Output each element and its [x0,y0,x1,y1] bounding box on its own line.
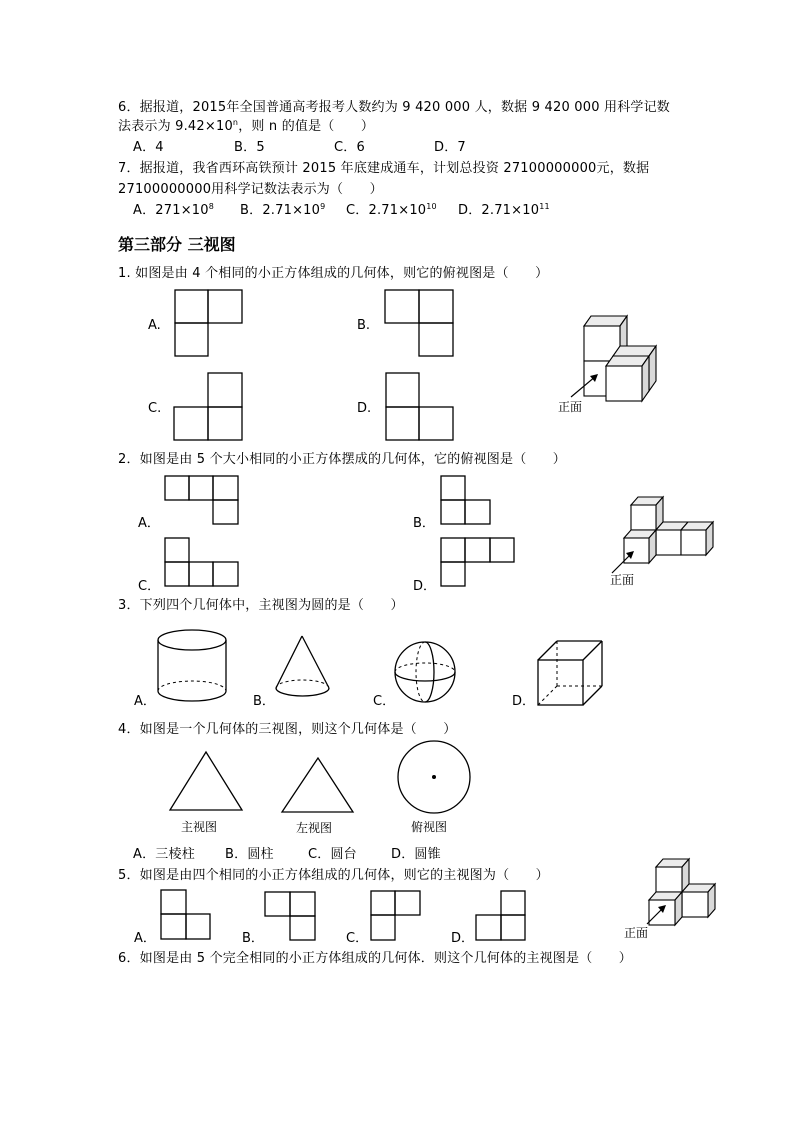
q7-line1: 7．据报道，我省西环高铁预计 2015 年底建成通车，计划总投资 27100000000元，数据 [118,161,650,176]
p4-option-d: D．圆锥 [391,847,441,862]
p2-front-label: 正面 [610,573,635,587]
p1-label-c: C. [148,401,162,416]
p2-question: 2．如图是由 5 个大小相同的小正方体摆成的几何体，它的俯视图是（ ） [118,452,567,467]
q7-line2: 27100000000用科学记数法表示为（ ） [118,182,383,197]
p6-question: 6．如图是由 5 个完全相同的小正方体组成的几何体．则这个几何体的主视图是（ ） [118,951,633,966]
p5-question: 5．如图是由四个相同的小正方体组成的几何体，则它的主视图为（ ） [118,868,549,883]
p5-label-c: C． [346,931,369,946]
p2-label-b: B． [413,516,435,531]
q7-option-a: A．$271\times 10^8$ [133,202,215,218]
p4-option-b: B．圆柱 [225,847,274,862]
p4-question: 4．如图是一个几何体的三视图，则这个几何体是（ ） [118,722,457,737]
p2-label-a: A． [138,516,160,531]
p4-option-a: A．三棱柱 [133,847,195,862]
section-title: 第三部分 三视图 [118,235,236,254]
p5-label-b: B． [242,931,264,946]
p2-label-c: C． [138,579,161,594]
q7-option-c: C．$2.71\times 10^{10}$ [346,202,437,218]
p5-front-label: 正面 [624,926,649,940]
p4-option-c: C．圆台 [308,847,357,862]
p1-front-label: 正面 [558,400,583,414]
q7-option-b: B．$2.71\times 10^9$ [240,202,326,218]
q6-option-c: C．6 [334,140,365,155]
q6-line2-exp: n [232,118,239,127]
q6-line1: 6．据报道，2015年全国普通高考报考人数约为 9 420 000 人，数据 9 420 000 用科学记数 [118,100,671,115]
p3-question: 3．下列四个几何体中，主视图为圆的是（ ） [118,598,404,613]
q6-option-a: A．4 [133,140,164,155]
p1-label-d: D. [357,401,372,416]
q6-line2-post: ，则 n 的值是（ ） [238,119,375,134]
p4-caption-top: 俯视图 [411,820,448,834]
p5-label-a: A． [134,931,156,946]
p3-label-b: B． [253,694,275,709]
q7-option-d: D．$2.71\times 10^{11}$ [458,202,550,218]
p1-label-a: A. [148,318,161,333]
p4-caption-main: 主视图 [181,820,218,834]
p4-caption-left: 左视图 [296,821,333,835]
p5-label-d: D． [451,931,475,946]
q6-option-b: B．5 [234,140,265,155]
p3-label-a: A． [134,694,156,709]
p2-label-d: D． [413,579,437,594]
q6-line2-pre: 法表示为 9.42×10 [118,119,233,134]
p3-label-d: D． [512,694,536,709]
p3-label-c: C． [373,694,396,709]
q6-option-d: D．7 [434,140,466,155]
p1-question: 1. 如图是由 4 个相同的小正方体组成的几何体，则它的俯视图是（ ） [118,266,549,281]
p1-label-b: B. [357,318,371,333]
